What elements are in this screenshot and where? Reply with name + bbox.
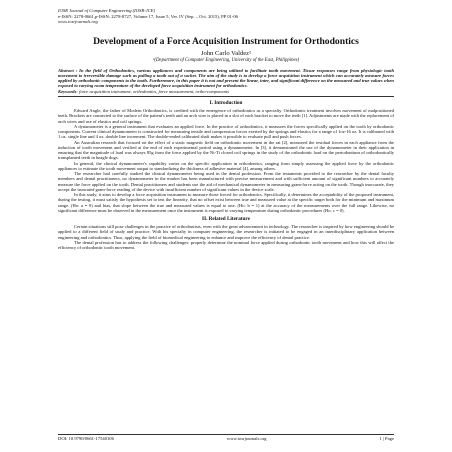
page-footer <box>58 434 394 442</box>
journal-header <box>58 8 394 25</box>
author-name: John Carlo Valdez¹ <box>200 49 252 57</box>
footer-page-number: 1 | Page <box>379 436 394 441</box>
paragraph: The researcher had carefully studied the clinical dynamometer being used in the dental profession. From the testaments provided to the researcher by the dental faculty members and dental practitioners, no dynamometer in the market has been manufactured with precise measurement and with sufficient amount of significant numbers to accurately measure the force applied on the tooth. Dental practitioners and students use the aid of mechanical dynamometer in measuring gram-force acting on the tooth. Though inaccurate, they accept the truncated gram-force reading of the device with insufficient number of significant values in the device scale. <box>58 171 394 192</box>
paragraph: An Australian research that focused on the effect of a static magnetic field on orthodontic movement in the rat [2], measured the residual forces in each appliance from the induction of tooth movement and verified at the end of each experimental period using a dynamometer. In [3], it demonstrated the use of the dynamometer in their application in ensuring that the magnitude of load was always 85g from the force applied by the Ni-Ti closed coil springs in the study of the orthodontic load on the periodontium of orthodontically transplanted teeth in beagle dogs. <box>58 139 394 161</box>
paragraph: In this study, it aims to develop a force acquisition instrument to measure those forced for orthodontics. Specifically, it determines the acceptability of the proposed instrument, during the testing, it must satisfy the hypothesis set to test the linearity, that no offset exist between true and measured value at the specific target both for the minimum and maximum range. (Ho: a = 0) and bias, that slope between the true and measured values is equal to one. (Ho: b = 1) at the accuracy of the measurements over the full range. Likewise, no significant difference must be observed in the measurement once the instrument is exposed to varying temperature during orthodontic procedures (Ho: c = 0). <box>58 192 394 213</box>
footer-doi: DOI: 10.9790/0661-17540106 <box>58 436 114 441</box>
paragraph: Edward Angle, the father of Modern Orthodontics, is credited with the emergence of orthodontics as a specialty. Orthodontic treatment involves movement of malpositioned teeth. Brackets are connected to the surface of the patient's teeth and an arch wire is placed in a slot of each bracket to move the teeth [1]. Adjustments are made with the replacement of arch wires and use of elastics and coil springs. <box>58 108 394 124</box>
section-heading: I. Introduction <box>209 100 243 106</box>
paper-title: Development of a Force Acquisition Instrument for Orthodontics <box>93 35 359 47</box>
journal-website[interactable]: www.iosrjournals.org <box>58 19 98 25</box>
keywords-text: force acquisition instrument, orthodontics, force measurement, ortho-components <box>79 88 229 94</box>
footer-website[interactable]: www.iosrjournals.org <box>226 436 267 441</box>
keywords: Keywords: force acquisition instrument, orthodontics, force measurement, ortho-components <box>58 88 229 94</box>
paragraph: Certain situations still pose challenges in the practice of orthodontists, even with the great advancement in technology. The researcher is inspired by how engineering should be applied to a different field of study and practice. With his specialty in computer engineering, the researcher is initiated to be engaged in an interdisciplinary application between engineering and orthodontics. Thus, applying the field of biomedical engineering to enhance and improve the efficiency of dental practice. <box>58 224 394 240</box>
journal-name: IOSR Journal of Computer Engineering (IOSR-JCE) <box>58 8 156 13</box>
section-related-literature <box>58 216 394 250</box>
section-heading: II. Related Literature <box>202 216 250 222</box>
abstract <box>58 68 394 89</box>
paragraph: The dental profession has to address the following challenges: properly determine the nominal force applied during orthodontic tooth movement and how this will affect the efficiency of orthodontic tooth movement. <box>58 239 394 250</box>
keywords-label: Keywords <box>58 88 77 94</box>
issn-line: e-ISSN: 2278-0661,p-ISSN: 2278-8727, Volume 17, Issue 5, Ver. IV (Sep. – Oct. 2015), PP 01-06 <box>58 13 238 19</box>
abstract-label: Abstract : <box>58 67 78 73</box>
author-affiliation: ¹(Department of Computer Engineering, University of the East, Philippines) <box>152 57 300 63</box>
abstract-divider <box>58 96 394 97</box>
paragraph: In general, the clinical dynamometer's capability varies on the specific application in orthodontics, ranging from simply assessing the applied force by the orthodontic appliances to estimate the tooth movement output to standardizing the thickness of adhesive material [4], among others. <box>58 160 394 171</box>
section-introduction <box>58 100 394 213</box>
abstract-text: In the field of Orthodontics, various appliances and components are being utilized to facilitate tooth movement. Tissue responses range from physiologic tooth movement to irreversible damage such as pulling a tooth out of a socket. The aim of the study is to develop a force acquisition instrument which can accurately measure forces applied by orthodontic components to the tooth. Furthermore, in this paper it is not and present the linear, inter, and significant difference on the measured and true values when exposed to varying room temperature of the developed force acquisition instrument for orthodontics. <box>58 67 394 89</box>
paragraph: A dynamometer is a general instrument that evaluates an applied force. In the practice of orthodontics, it measures the forces specifically applied on the tooth by orthodontic components. Current clinical dynamometer is constructed for measuring tensile and compression forces exerted by the springs and elastics for a range of 1oz-16 oz. It is calibrated with 1 oz. single line and 4 oz. double line increment. The double-ended calibrated shaft makes it possible to evaluate pull and push forces. <box>58 123 394 140</box>
